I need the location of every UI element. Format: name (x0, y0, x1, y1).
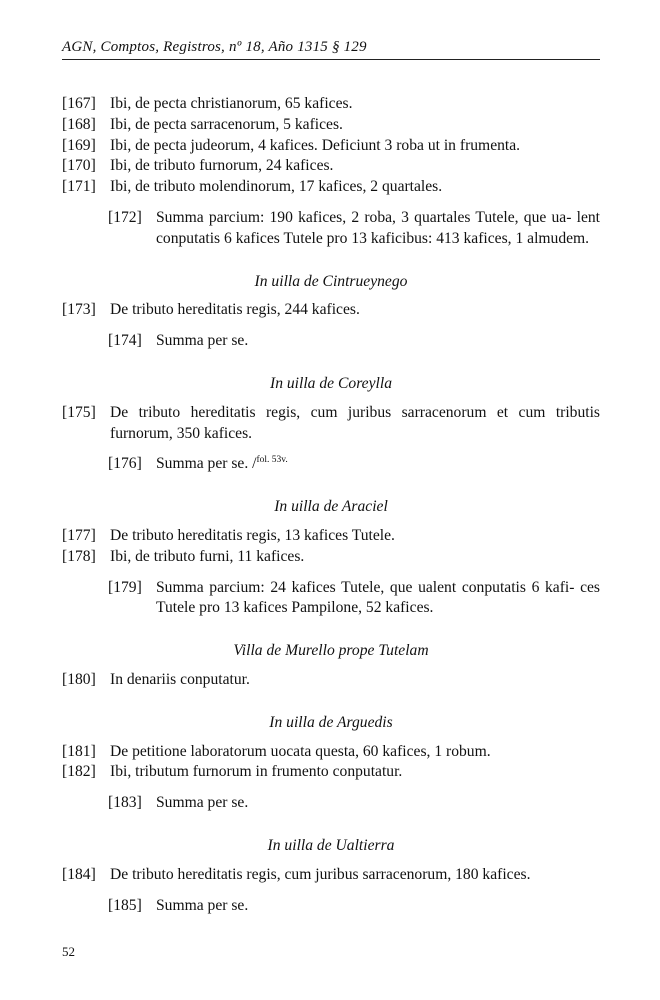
entry-number: [181] (62, 742, 96, 760)
entry-184 (62, 865, 600, 886)
entry-text: In denariis conputatur. (110, 670, 250, 688)
entry-178 (62, 547, 600, 568)
entry-text: Summa per se. (156, 332, 249, 350)
entry-number: [185] (108, 896, 142, 914)
entry-173 (62, 300, 600, 321)
entry-text: De tributo hereditatis regis, 13 kafices Tutele. (110, 526, 395, 544)
entry-text: Ibi, de tributo furni, 11 kafices. (110, 547, 305, 565)
entry-174 (62, 331, 600, 352)
entry-number: [180] (62, 670, 96, 688)
entry-text: De petitione laboratorum uocata questa, 60 kafices, 1 robum. (110, 742, 491, 760)
entry-175 (62, 403, 600, 445)
entry-172 (62, 208, 600, 250)
entry-177 (62, 526, 600, 547)
entry-number: [168] (62, 115, 96, 133)
entry-number: [176] (108, 455, 142, 473)
entry-185 (62, 896, 600, 917)
entry-text: De tributo hereditatis regis, 244 kafices. (110, 301, 360, 319)
entry-text: Summa per se. (156, 794, 249, 812)
section-heading: In uilla de Coreylla (270, 374, 392, 392)
entry-169 (62, 136, 600, 157)
entry-168 (62, 115, 600, 136)
entry-text: Ibi, tributum furnorum in frumento conputatur. (110, 763, 403, 781)
entry-183 (62, 793, 600, 814)
entry-176 (62, 454, 600, 475)
entry-text: De tributo hereditatis regis, cum juribus sarracenorum, 180 kafices. (110, 865, 531, 883)
entry-text-body: Summa per se. / (156, 455, 257, 473)
section-heading: In uilla de Cintrueynego (254, 272, 408, 290)
page-number: 52 (62, 944, 75, 959)
entry-number: [183] (108, 794, 142, 812)
entry-number: [169] (62, 136, 96, 154)
header-rule (62, 59, 600, 60)
entry-181 (62, 742, 600, 763)
entry-182 (62, 762, 600, 783)
entry-170 (62, 156, 600, 177)
entry-180 (62, 670, 600, 691)
entry-text: Ibi, de pecta judeorum, 4 kafices. Deficiunt 3 roba ut in frumenta. (110, 136, 521, 154)
entry-text: Ibi, de pecta christianorum, 65 kafices. (110, 95, 353, 112)
entry-text: De tributo hereditatis regis, cum juribus sarracenorum et cum tributis furnorum, 350 kafices. (110, 403, 600, 442)
entry-text (156, 454, 600, 475)
entry-171 (62, 177, 600, 198)
entry-number: [167] (62, 95, 96, 112)
running-header: AGN, Comptos, Registros, nº 18, Año 1315 § 129 (62, 39, 367, 55)
entry-number: [177] (62, 526, 96, 544)
entry-text: Ibi, de tributo furnorum, 24 kafices. (110, 157, 334, 175)
entry-text: Summa parcium: 24 kafices Tutele, que ualent conputatis 6 kafi- ces Tutele pro 13 kafices Pampilone, 52 kafices. (156, 578, 600, 617)
section-heading: In uilla de Ualtierra (267, 836, 395, 854)
entry-text: Ibi, de pecta sarracenorum, 5 kafices. (110, 115, 343, 133)
entry-179 (62, 578, 600, 620)
entry-number: [170] (62, 157, 96, 175)
entry-number: [178] (62, 547, 96, 565)
section-heading: Villa de Murello prope Tutelam (233, 642, 429, 660)
entry-number: [171] (62, 178, 96, 196)
entry-167 (62, 94, 600, 115)
section-heading: In uilla de Araciel (274, 498, 388, 516)
entry-number: [179] (108, 578, 142, 596)
entry-text: Summa per se. (156, 896, 249, 914)
entry-number: [172] (108, 208, 142, 226)
entry-text: Summa parcium: 190 kafices, 2 roba, 3 quartales Tutele, que ua- lent conputatis 6 kafices Tutele pro 13 kaficibus: 413 kafices, 1 almudem. (156, 208, 600, 247)
page-body (62, 94, 600, 916)
folio-marker: fol. 53v. (256, 455, 288, 466)
entry-number: [173] (62, 301, 96, 319)
entry-number: [174] (108, 332, 142, 350)
entry-number: [184] (62, 865, 96, 883)
entry-number: [175] (62, 403, 96, 421)
entry-text: Ibi, de tributo molendinorum, 17 kafices, 2 quartales. (110, 178, 443, 196)
section-heading: In uilla de Arguedis (269, 713, 393, 731)
entry-number: [182] (62, 763, 96, 781)
